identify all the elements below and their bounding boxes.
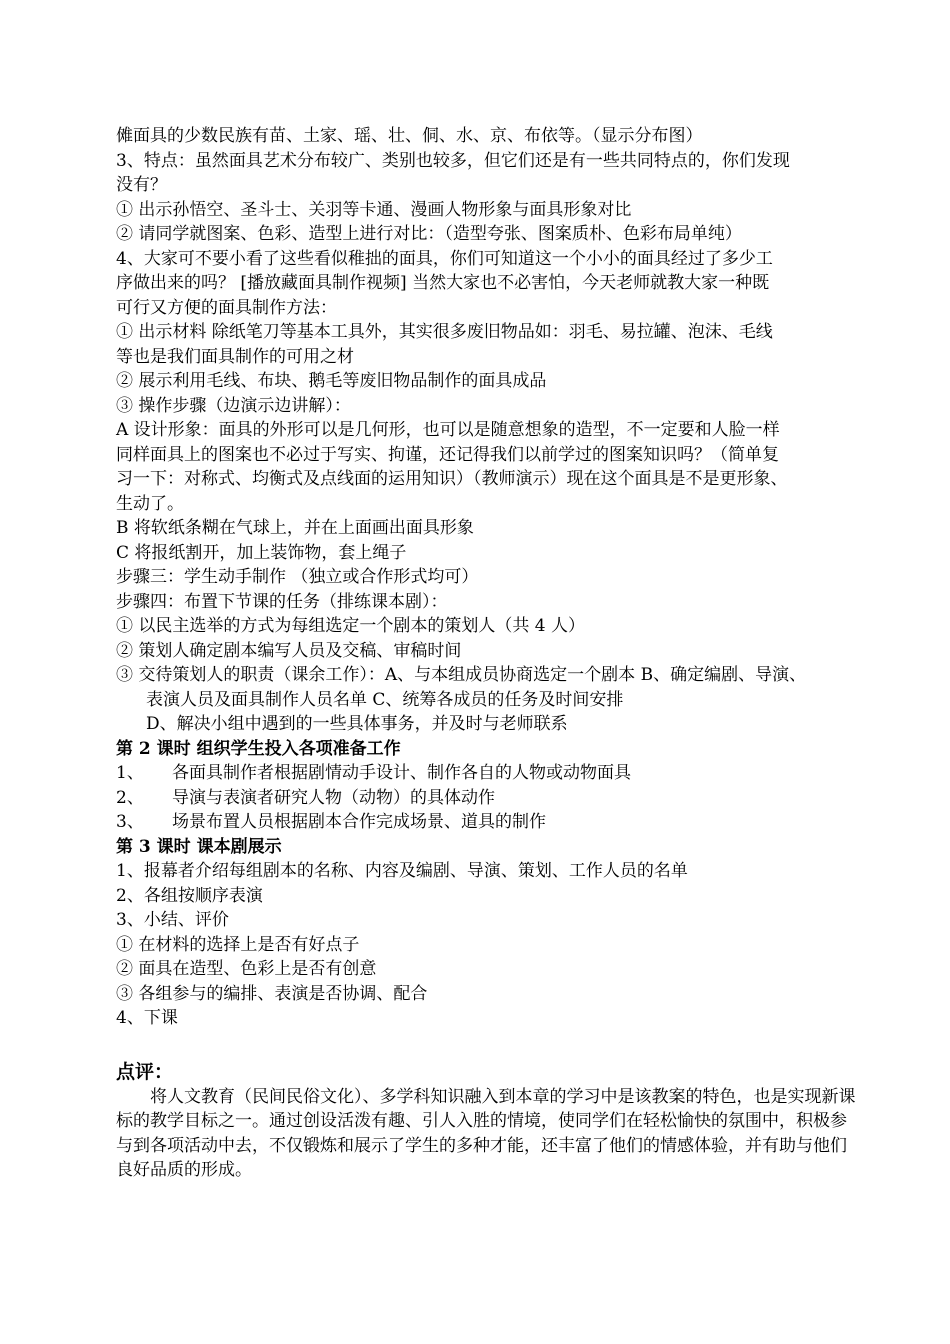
text-line: 步骤三：学生动手制作 （独立或合作形式均可） [116,567,479,587]
text-line: 生动了。 [116,493,184,514]
text-line: 3、特点：虽然面具艺术分布较广、类别也较多，但它们还是有一些共同特点的，你们发现 [116,150,790,171]
text-line: 4、大家可不要小看了这些看似稚拙的面具，你们可知道这一个小小的面具经过了多少工 [116,248,773,269]
text-line: 习一下：对称式、均衡式及点线面的运用知识）（教师演示）现在这个面具是不是更形象、 [116,469,788,489]
text-line: 3、小结、评价 [116,910,229,930]
list-item [116,761,856,786]
list-item [116,810,856,835]
item-number: 3、 [116,812,144,832]
text-line: 2、各组按顺序表演 [116,885,263,906]
text-line: A 设计形象：面具的外形可以是几何形，也可以是随意想象的造型，不一定要和人脸一样 [116,420,780,440]
text-line: 可行又方便的面具制作方法： [116,297,337,318]
spacer [116,1031,856,1055]
list-item [116,786,856,811]
text-line: 4、下课 [116,1008,178,1028]
text-line: 没有？ [116,175,167,195]
item-text: 各面具制作者根据剧情动手设计、制作各自的人物或动物面具 [172,763,631,783]
text-line: ① 出示孙悟空、圣斗士、关羽等卡通、漫画人物形象与面具形象对比 [116,199,632,220]
item-number: 1、 [116,763,144,783]
text-line: 同样面具上的图案也不必过于写实、拘谨，还记得我们以前学过的图案知识吗？（简单复 [116,444,779,465]
item-text: 场景布置人员根据剧本合作完成场景、道具的制作 [172,812,546,832]
text-line: D、解决小组中遇到的一些具体事务，并及时与老师联系 [146,714,568,734]
text-line: ① 出示材料 除纸笔刀等基本工具外，其实很多废旧物品如：羽毛、易拉罐、泡沫、毛线 [116,322,773,342]
text-line: ③ 各组参与的编排、表演是否协调、配合 [116,983,428,1004]
text-line: 傩面具的少数民族有苗、土家、瑶、壮、侗、水、京、布依等。（显示分布图） [116,126,703,146]
text-line: ③ 交待策划人的职责（课余工作）：A、与本组成员协商选定一个剧本 B、确定编剧、导演、 [116,665,807,685]
item-number: 2、 [116,787,144,808]
review-heading: 点评： [116,1060,174,1083]
text-line: 步骤四：布置下节课的任务（排练课本剧）： [116,591,448,612]
text-line: ③ 操作步骤（边演示边讲解）： [116,395,351,416]
text-line: C 将报纸割开，加上装饰物，套上绳子 [116,542,407,563]
text-line: 序做出来的吗？ [播放藏面具制作视频] 当然大家也不必害怕，今天老师就教大家一种既 [116,273,770,293]
text-line: 等也是我们面具制作的可用之材 [116,346,354,367]
text-line: ② 面具在造型、色彩上是否有创意 [116,959,377,979]
text-line: ① 以民主选举的方式为每组选定一个剧本的策划人（共 4 人） [116,616,586,636]
document-body [116,124,856,1183]
text-line: 表演人员及面具制作人员名单 C、统筹各成员的任务及时间安排 [146,689,624,710]
text-line: ① 在材料的选择上是否有好点子 [116,934,360,955]
text-line: 1、报幕者介绍每组剧本的名称、内容及编剧、导演、策划、工作人员的名单 [116,861,688,881]
item-text: 导演与表演者研究人物（动物）的具体动作 [172,787,495,808]
text-line: ② 策划人确定剧本编写人员及交稿、审稿时间 [116,640,462,661]
lesson3-title: 第 3 课时 课本剧展示 [116,836,282,857]
text-line: B 将软纸条糊在气球上，并在上面画出面具形象 [116,518,474,538]
text-line: ② 展示利用毛线、布块、鹅毛等废旧物品制作的面具成品 [116,371,547,391]
text-line: ② 请同学就图案、色彩、造型上进行对比：（造型夸张、图案质朴、色彩布局单纯） [116,224,742,244]
lesson2-title: 第 2 课时 组织学生投入各项准备工作 [116,738,401,759]
lesson2-list [116,761,856,835]
review-paragraph: 将人文教育（民间民俗文化）、多学科知识融入到本章的学习中是该教案的特色，也是实现新课标的教学目标之一。通过创设活泼有趣、引人入胜的情境，使同学们在轻松愉快的氛围中，积极参与到各项活动中去，不仅锻炼和展示了学生的多种才能，还丰富了他们的情感体验，并有助与他们良好品质的形成。 [116,1086,856,1180]
